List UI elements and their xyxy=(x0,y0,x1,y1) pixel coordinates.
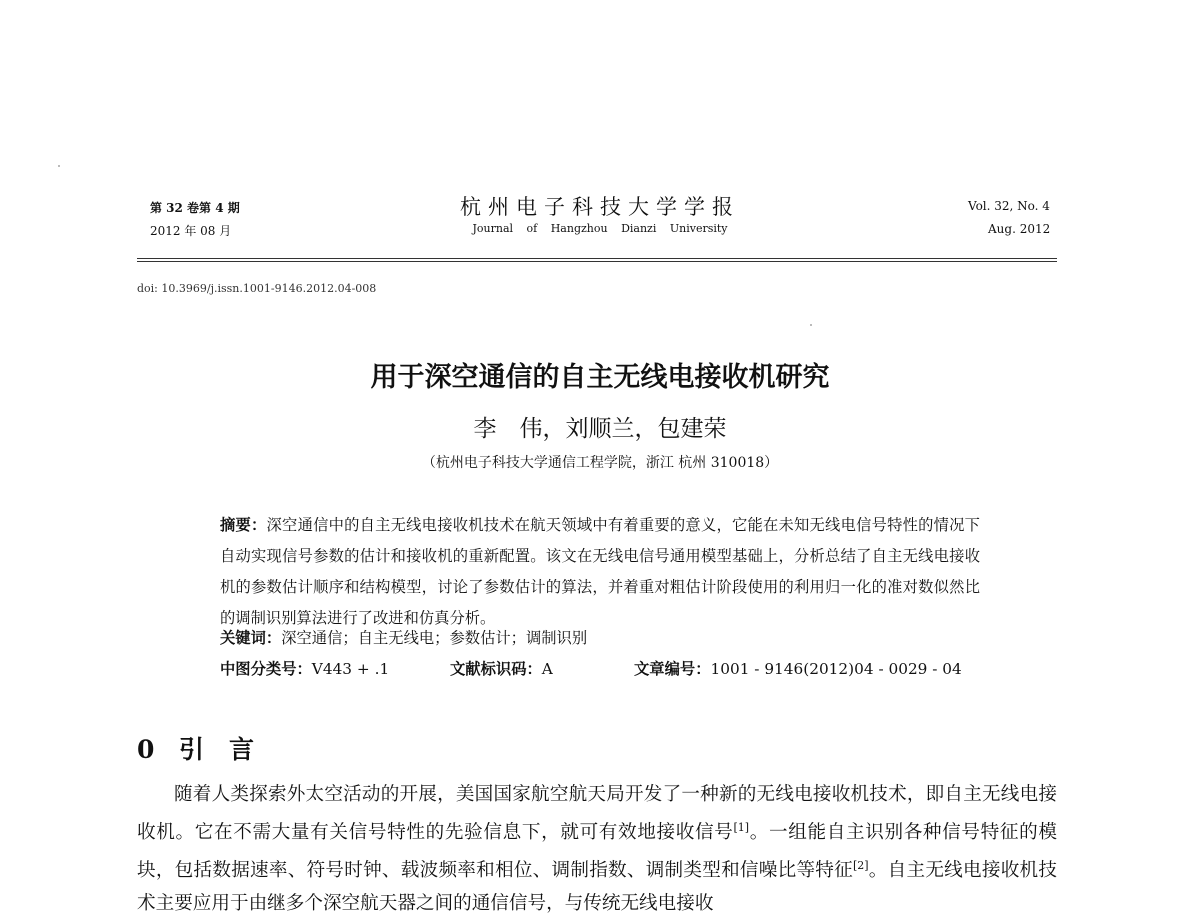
volume-issue: 第 32 卷第 4 期 xyxy=(150,201,240,215)
citation-ref[interactable]: [1] xyxy=(733,821,750,834)
keywords xyxy=(220,626,587,648)
abstract-label: 摘要： xyxy=(220,516,267,534)
header-rule-top xyxy=(137,258,1057,259)
clc-value: V443 + .1 xyxy=(311,660,390,678)
journal-title-cn: 杭州电子科技大学学报 xyxy=(460,195,740,219)
paragraph-text: 。自主无线电接收机技术主要应用于由继多个深空航天器之间的通信信号，与传统无线电接收 xyxy=(137,860,1057,915)
article-no-value: 1001 - 9146(2012)04 - 0029 - 04 xyxy=(710,660,962,678)
paper-affiliation: （杭州电子科技大学通信工程学院，浙江 杭州 310018） xyxy=(421,455,779,471)
paragraph-text: 随着人类探索外太空活动的开展，美国国家航空航天局开发了一种新的无线电接收机技术，即自主无线电接收机。它在不需大量有关信号特性的先验信息下，就可有效地接收信号 xyxy=(137,784,1057,844)
doc-code-value: A xyxy=(541,660,553,678)
journal-title-en: Journal of Hangzhou Dianzi University xyxy=(472,222,728,235)
section-number: 0 xyxy=(137,735,155,764)
issue-date: 2012 年 08 月 xyxy=(150,224,232,238)
scan-speck xyxy=(810,324,812,326)
doi: doi: 10.3969/j.issn.1001-9146.2012.04-008 xyxy=(137,282,377,295)
keywords-label: 关键词： xyxy=(220,629,282,647)
classification-line xyxy=(220,657,962,679)
body-text xyxy=(137,778,1057,920)
clc-label: 中图分类号： xyxy=(220,660,312,678)
section-heading xyxy=(137,730,254,766)
date-en: Aug. 2012 xyxy=(988,222,1051,236)
volume-en: Vol. 32, No. 4 xyxy=(968,199,1050,213)
paragraph-text: 。一组能自主识别各种信号特征的模块，包括数据速率、符号时钟、载波频率和相位、调制指数、调制类型和信噪比等特征 xyxy=(137,822,1057,882)
doc-code-label: 文献标识码： xyxy=(450,660,542,678)
scan-speck xyxy=(58,165,60,167)
section-title: 引 言 xyxy=(179,735,255,764)
paragraph xyxy=(137,778,1057,920)
citation-ref[interactable]: [2] xyxy=(852,859,869,873)
header-rule-bottom xyxy=(137,261,1057,262)
keywords-text: 深空通信；自主无线电；参数估计；调制识别 xyxy=(281,629,588,647)
abstract-text: 深空通信中的自主无线电接收机技术在航天领域中有着重要的意义，它能在未知无线电信号特性的情况下自动实现信号参数的估计和接收机的重新配置。该文在无线电信号通用模型基础上，分析总结了自主无线电接收机的参数估计顺序和结构模型，讨论了参数估计的算法，并着重对粗估计阶段使用的利用归一化的准对数似然比的调制识别算法进行了改进和仿真分析。 xyxy=(220,516,980,627)
paper-title: 用于深空通信的自主无线电接收机研究 xyxy=(370,362,830,393)
article-no-label: 文章编号： xyxy=(634,660,711,678)
paper-authors: 李 伟，刘顺兰，包建荣 xyxy=(473,416,727,442)
abstract xyxy=(220,510,980,634)
